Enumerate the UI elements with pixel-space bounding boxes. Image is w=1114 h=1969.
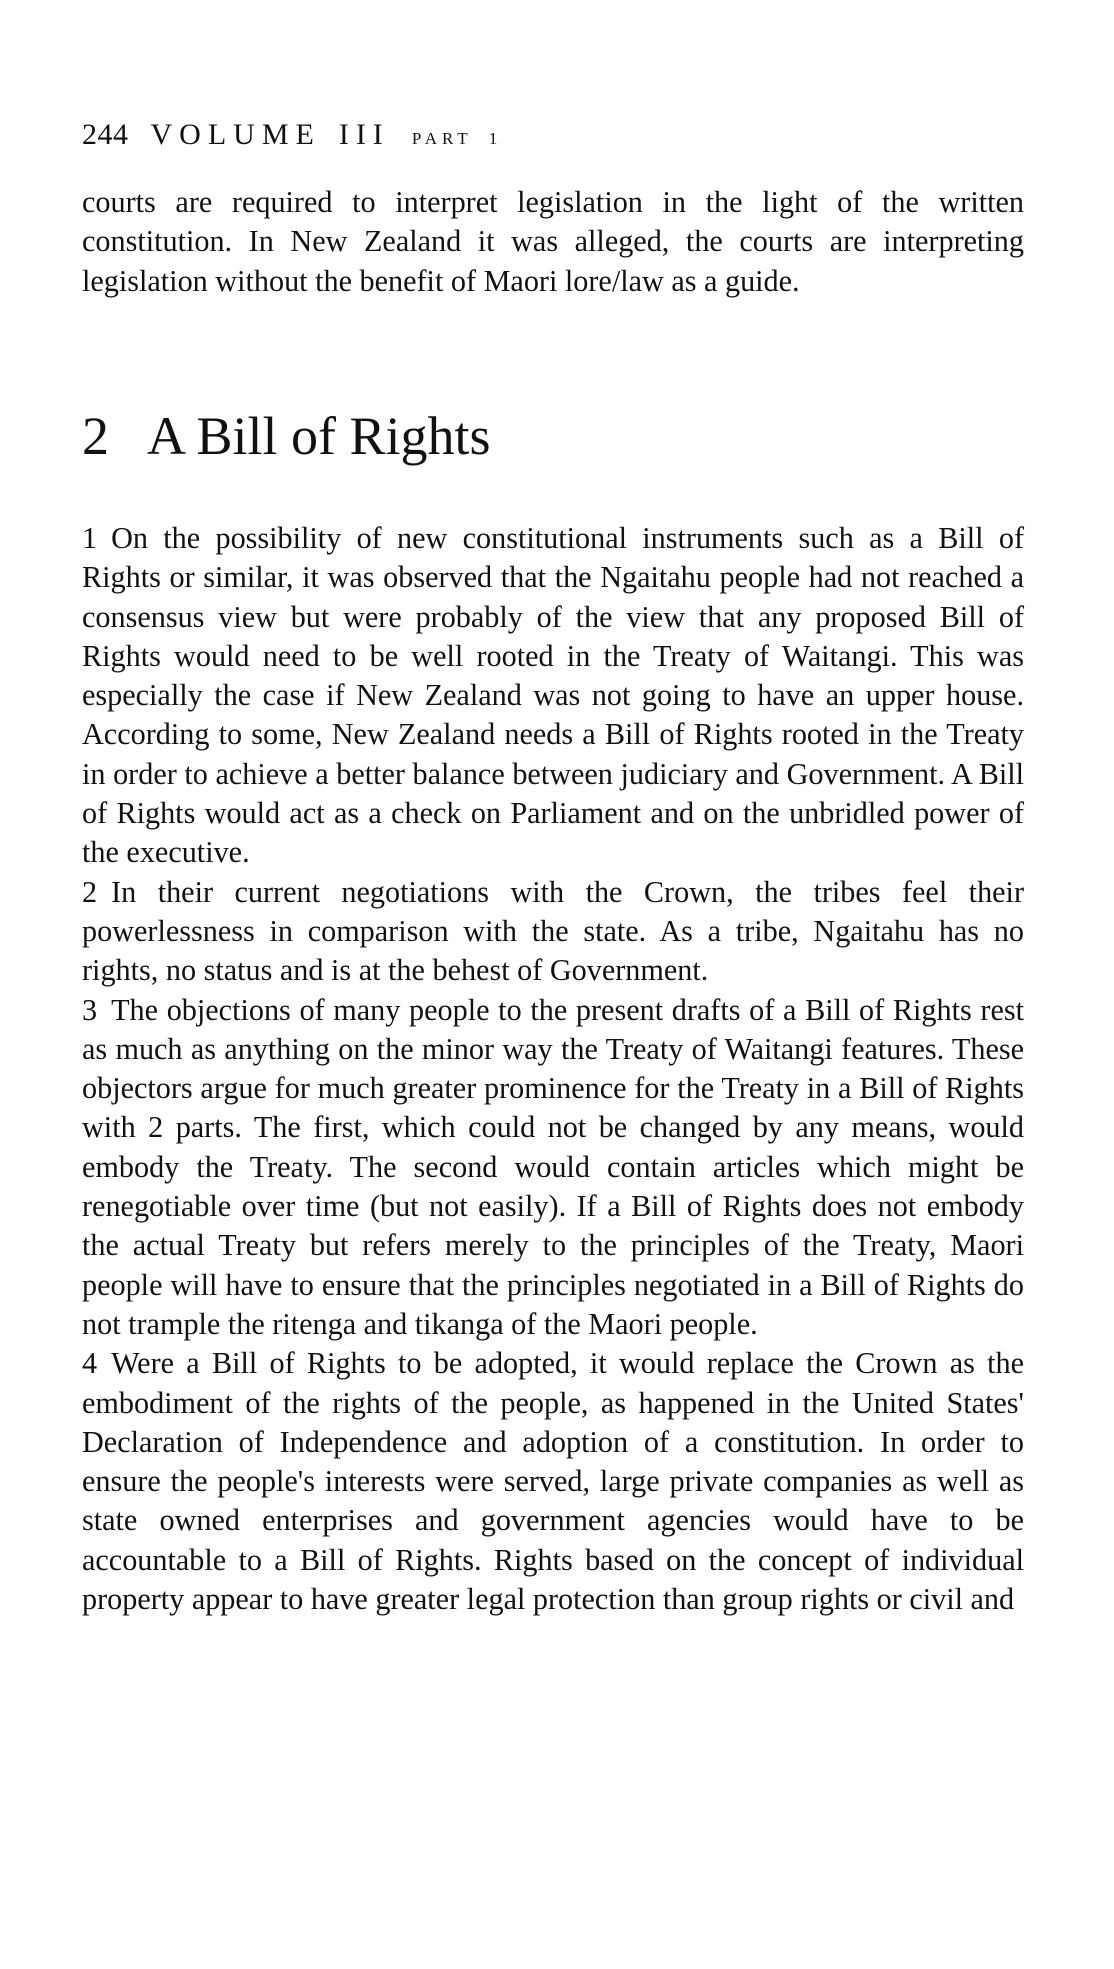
volume-number: III — [338, 118, 390, 151]
paragraph-text: The objections of many people to the present drafts of a Bill of Rights rest as much as anything on the minor way the Treaty of Waitangi features. These objectors argue for much greater prominence for the Treaty in a Bill of Rights with 2 parts. The first, which could not be changed by any means, would embody the Treaty. The second would contain articles which might be renegotiable over time (but not easily). If a Bill of Rights does not embody the actual Treaty but refers merely to the principles of the Treaty, Maori people will have to ensure that the principles negotiated in a Bill of Rights do not trample the ritenga and tikanga of the Maori people. — [82, 992, 1024, 1341]
paragraph-text: In their current negotiations with the Crown, the tribes feel their powerlessness in comparison with the state. As a tribe, Ngaitahu has no rights, no status and is at the behest of Government. — [82, 874, 1024, 988]
section-heading — [82, 404, 491, 468]
paragraph-number: 3 — [82, 992, 98, 1027]
paragraph-number: 4 — [82, 1346, 98, 1381]
paragraph-text: On the possibility of new constitutional instruments such as a Bill of Rights or similar, it was observed that the Ngaitahu people had not reached a consensus view but were probably of the view that any proposed Bill of Rights would need to be well rooted in the Treaty of Waitangi. This was especially the case if New Zealand was not going to have an upper house. According to some, New Zealand needs a Bill of Rights rooted in the Treaty in order to achieve a better balance between judiciary and Government. A Bill of Rights would act as a check on Parliament and on the unbridled power of the executive. — [82, 521, 1024, 870]
part-label: PART — [411, 129, 473, 148]
paragraph-number: 2 — [82, 874, 98, 909]
part-number: 1 — [488, 129, 498, 148]
numbered-paragraphs — [82, 519, 1024, 1619]
running-head — [82, 118, 498, 152]
section-title: A Bill of Rights — [147, 406, 491, 466]
paragraph-4 — [82, 1344, 1024, 1619]
section-number: 2 — [82, 406, 109, 466]
paragraph-number: 1 — [82, 521, 98, 555]
continuation-block — [82, 183, 1024, 301]
paragraph-3 — [82, 991, 1024, 1345]
page-number: 244 — [82, 118, 129, 151]
volume-label: VOLUME — [150, 118, 321, 151]
paragraph-text: Were a Bill of Rights to be adopted, it would replace the Crown as the embodiment of the rights of the people, as happened in the United States' Declaration of Independence and adoption of a constitution. In order to ensure the people's interests were served, large private companies as well as state owned enterprises and government agencies would have to be accountable to a Bill of Rights. Rights based on the concept of individual property appear to have greater legal protection than group rights or civil and — [82, 1346, 1024, 1617]
paragraph-1 — [82, 519, 1024, 873]
continuation-paragraph: courts are required to interpret legislation in the light of the written constitution. In New Zealand it was alleged, the courts are interpreting legislation without the benefit of Maori lore/law as a guide. — [82, 185, 1024, 298]
paragraph-2 — [82, 873, 1024, 991]
